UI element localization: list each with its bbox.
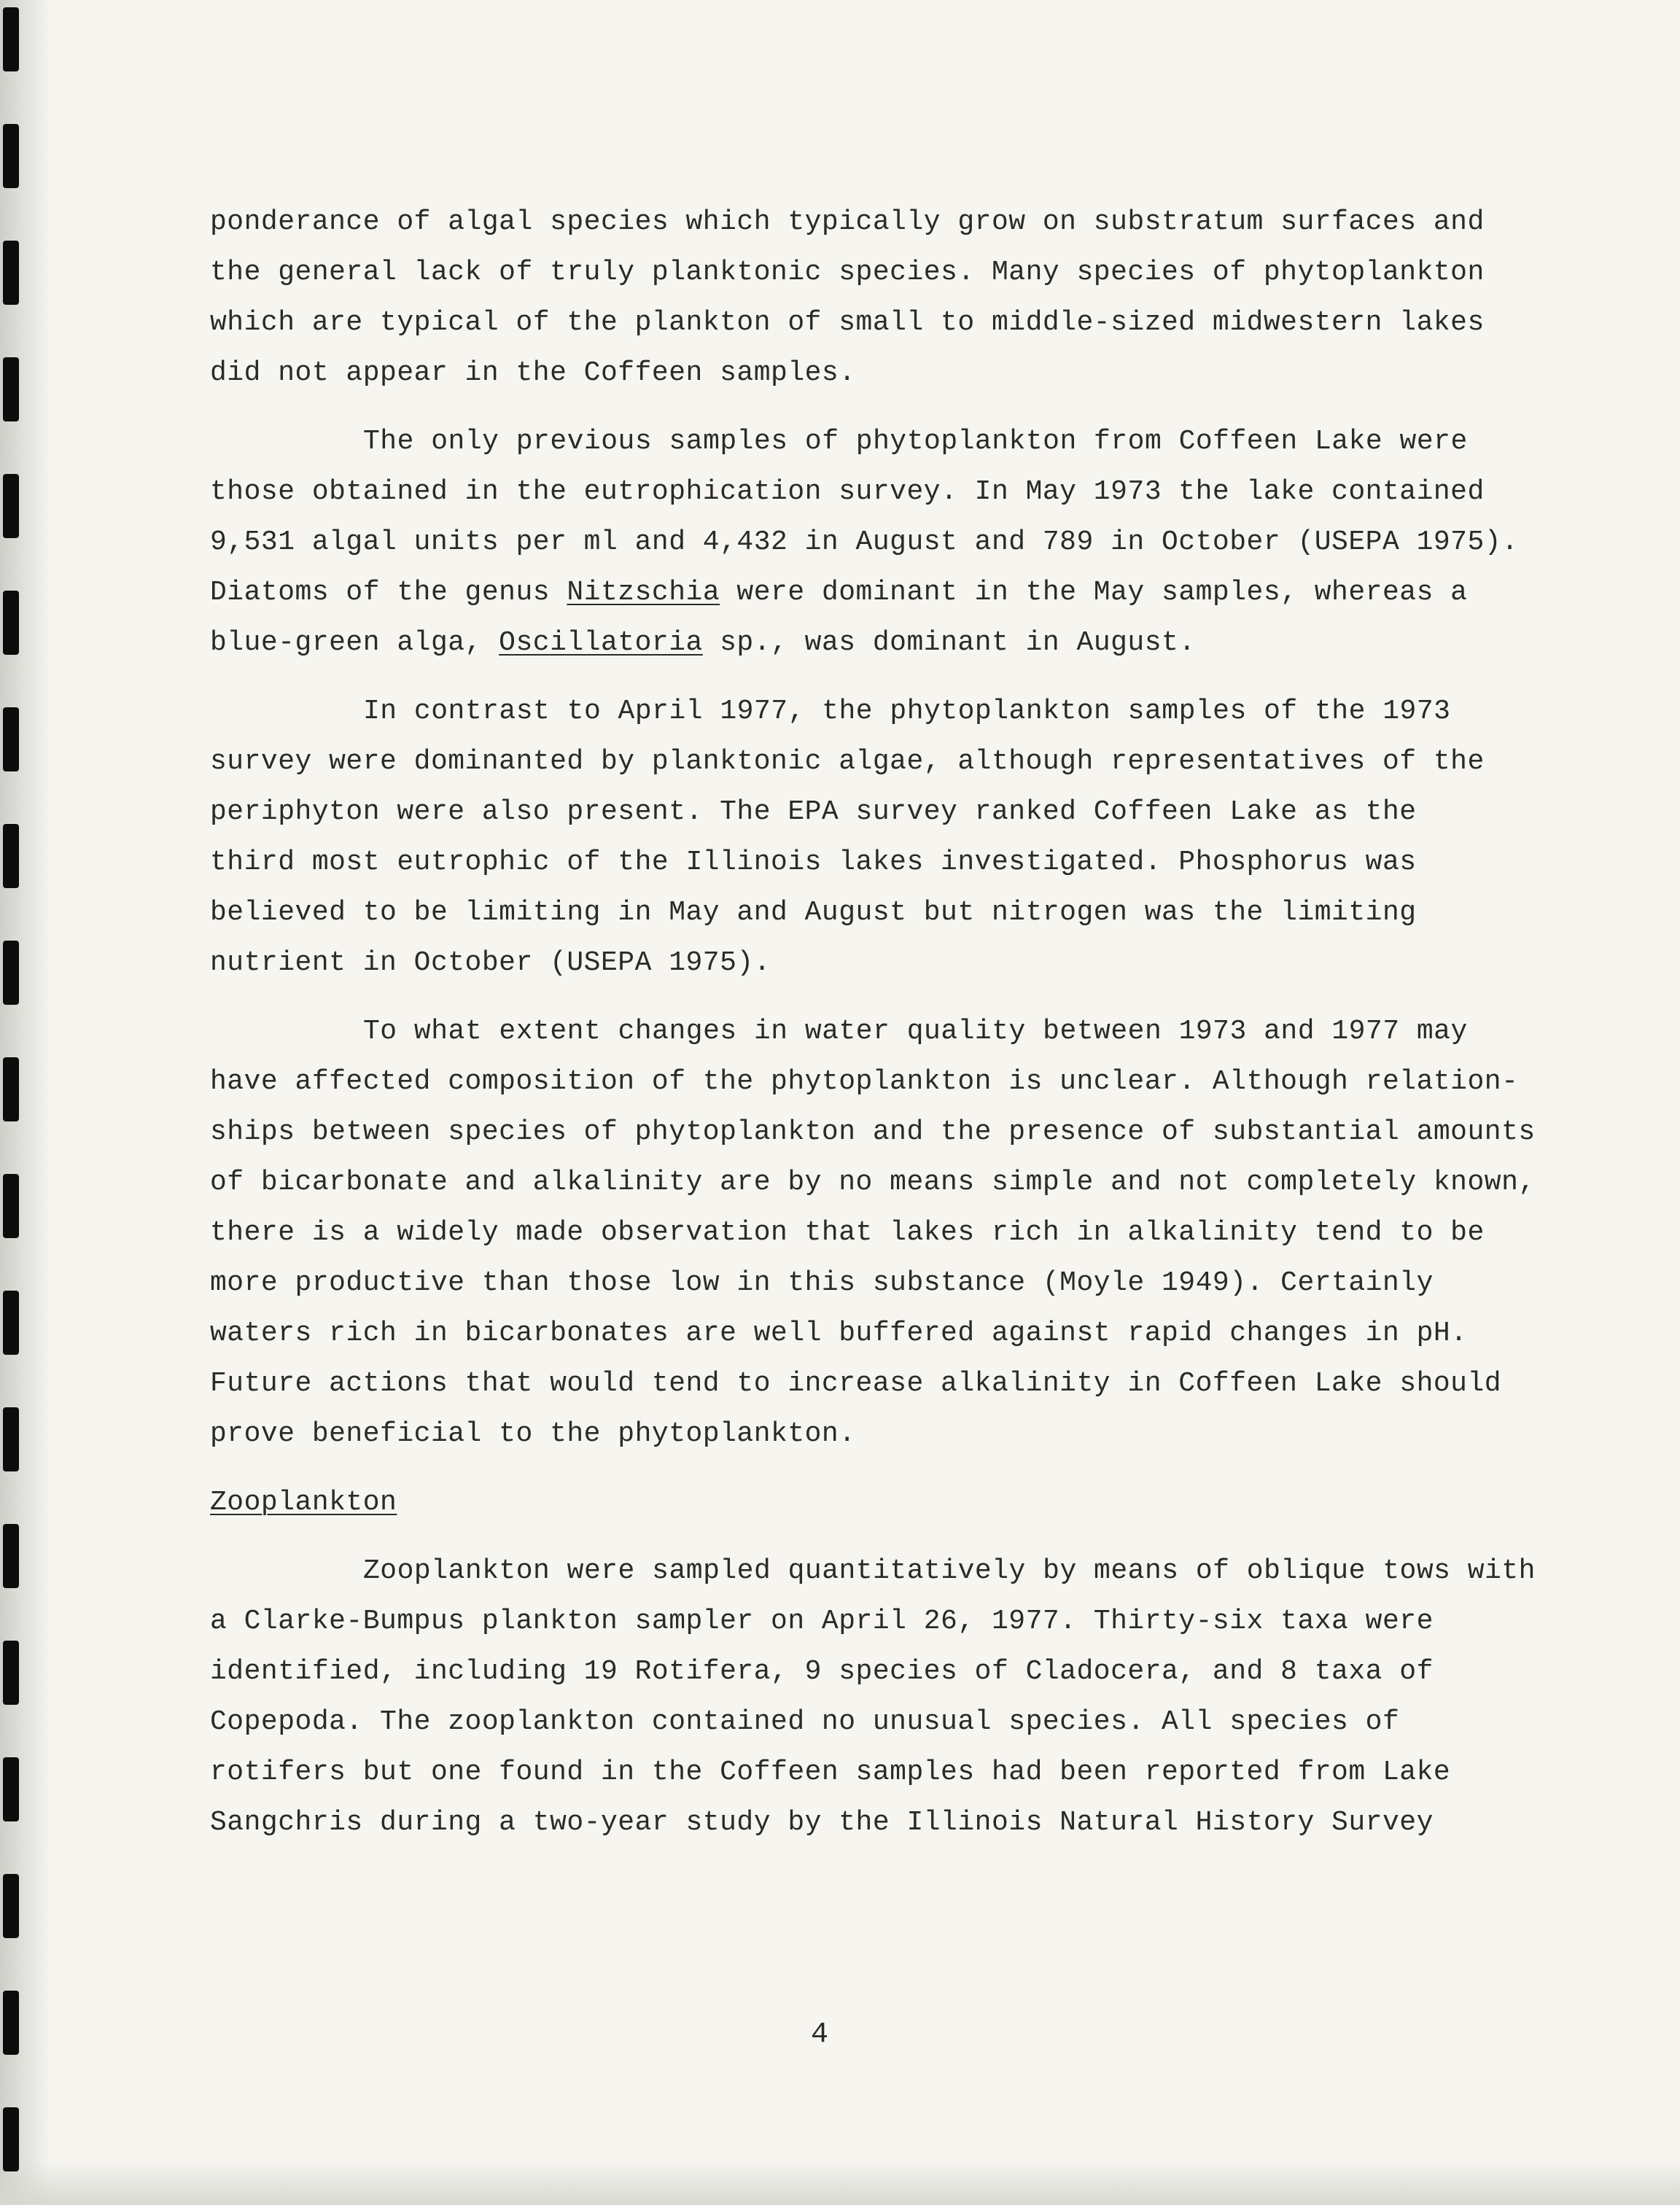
text-line: have affected composition of the phytoplankton is unclear. Although relation- — [210, 1066, 1519, 1097]
text-line: Future actions that would tend to increase alkalinity in Coffeen Lake should — [210, 1368, 1502, 1399]
page-number: 4 — [811, 2018, 829, 2051]
binding-hole — [3, 474, 19, 538]
text-line: ships between species of phytoplankton and the presence of substantial amounts — [210, 1116, 1536, 1148]
text-line: waters rich in bicarbonates are well buffered against rapid changes in pH. — [210, 1318, 1468, 1349]
text-line: Zooplankton were sampled quantitatively by means of oblique tows with — [363, 1555, 1536, 1587]
text-line: those obtained in the eutrophication survey. In May 1973 the lake contained — [210, 476, 1485, 508]
paragraph-previous-samples — [210, 416, 1544, 668]
text-line — [210, 618, 1544, 668]
binding-hole — [3, 1641, 19, 1705]
binding-hole — [3, 1057, 19, 1121]
text-line: Copepoda. The zooplankton contained no unusual species. All species of — [210, 1706, 1400, 1738]
text-line: third most eutrophic of the Illinois lakes investigated. Phosphorus was — [210, 847, 1417, 878]
text-line: To what extent changes in water quality between 1973 and 1977 may — [363, 1016, 1468, 1047]
text-line: The only previous samples of phytoplankton from Coffeen Lake were — [363, 426, 1468, 457]
text-line: of bicarbonate and alkalinity are by no means simple and not completely known, — [210, 1167, 1536, 1198]
binding-hole — [3, 707, 19, 771]
text-segment: sp., was dominant in August. — [702, 627, 1196, 658]
text-line: the general lack of truly planktonic species. Many species of phytoplankton — [210, 257, 1485, 288]
text-line: survey were dominanted by planktonic algae, although representatives of the — [210, 746, 1485, 777]
binding-hole — [3, 824, 19, 888]
section-heading-text: Zooplankton — [210, 1487, 397, 1518]
text-line: more productive than those low in this substance (Moyle 1949). Certainly — [210, 1267, 1434, 1299]
binding-hole — [3, 1874, 19, 1938]
paragraph-zooplankton — [210, 1546, 1544, 1848]
paragraph-continuation — [210, 197, 1544, 398]
genus-name-oscillatoria: Oscillatoria — [499, 627, 703, 658]
text-line: rotifers but one found in the Coffeen samples had been reported from Lake — [210, 1757, 1451, 1788]
text-line: which are typical of the plankton of small to middle-sized midwestern lakes — [210, 307, 1485, 338]
paragraph-1973-survey — [210, 686, 1544, 988]
text-line: a Clarke-Bumpus plankton sampler on April 26, 1977. Thirty-six taxa were — [210, 1606, 1434, 1637]
text-line — [210, 567, 1544, 618]
text-line: did not appear in the Coffeen samples. — [210, 357, 856, 389]
binding-hole — [3, 1524, 19, 1588]
binding-hole — [3, 2107, 19, 2171]
binding-hole — [3, 1991, 19, 2055]
text-line: prove beneficial to the phytoplankton. — [210, 1418, 856, 1450]
binding-hole — [3, 1291, 19, 1355]
text-line: nutrient in October (USEPA 1975). — [210, 947, 771, 979]
binding-hole — [3, 1757, 19, 1821]
binding-hole — [3, 1407, 19, 1471]
text-line: Sangchris during a two-year study by the Illinois Natural History Survey — [210, 1807, 1434, 1838]
text-line: periphyton were also present. The EPA survey ranked Coffeen Lake as the — [210, 796, 1417, 828]
text-line: ponderance of algal species which typically grow on substratum surfaces and — [210, 206, 1485, 238]
genus-name-nitzschia: Nitzschia — [567, 577, 720, 608]
text-line: identified, including 19 Rotifera, 9 species of Cladocera, and 8 taxa of — [210, 1656, 1434, 1687]
text-segment: were dominant in the May samples, whereas a — [720, 577, 1468, 608]
binding-hole — [3, 124, 19, 188]
text-line: 9,531 algal units per ml and 4,432 in August and 789 in October (USEPA 1975). — [210, 526, 1519, 558]
text-line: In contrast to April 1977, the phytoplankton samples of the 1973 — [363, 696, 1451, 727]
section-heading — [210, 1477, 1544, 1528]
paragraph-water-quality — [210, 1006, 1544, 1459]
text-line: there is a widely made observation that lakes rich in alkalinity tend to be — [210, 1217, 1485, 1248]
text-segment: Diatoms of the genus — [210, 577, 567, 608]
binding-hole — [3, 357, 19, 421]
text-segment: blue-green alga, — [210, 627, 499, 658]
binding-hole — [3, 7, 19, 71]
binding-hole — [3, 591, 19, 655]
body-text — [210, 197, 1544, 1848]
binding-hole — [3, 1174, 19, 1238]
binding-hole — [3, 241, 19, 305]
text-line: believed to be limiting in May and August but nitrogen was the limiting — [210, 897, 1417, 928]
page-bottom-edge — [0, 2161, 1680, 2205]
binding-hole — [3, 941, 19, 1005]
